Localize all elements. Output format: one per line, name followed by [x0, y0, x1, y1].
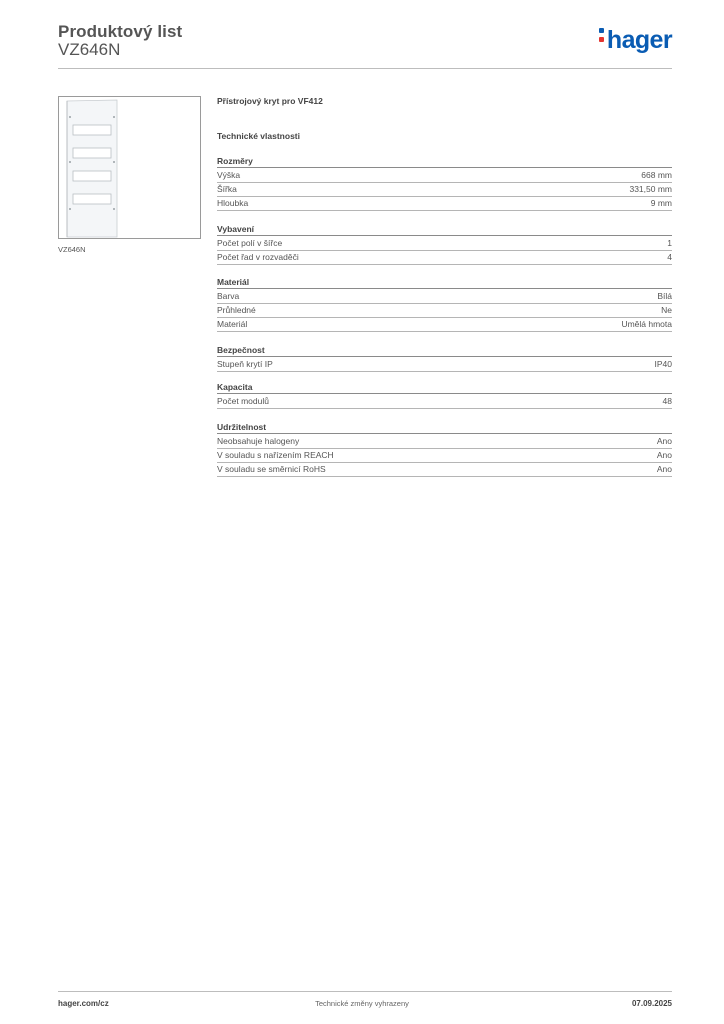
product-image [58, 96, 201, 239]
spec-value: Ano [656, 464, 672, 474]
product-name: Přístrojový kryt pro VF412 [217, 96, 323, 106]
spec-label: Výška [217, 170, 241, 180]
product-code: VZ646N [58, 40, 121, 59]
logo-text: hager [606, 26, 672, 54]
spec-row [217, 435, 672, 449]
spec-value: 9 mm [650, 198, 672, 208]
section-title-equipment: Vybavení [217, 224, 672, 236]
spec-label: Barva [217, 291, 240, 301]
spec-label: Průhledné [217, 305, 256, 315]
spec-label: Počet modulů [217, 396, 269, 406]
spec-label: Počet polí v šířce [217, 238, 283, 248]
spec-value: Ne [661, 305, 672, 315]
spec-value: Ano [656, 436, 672, 446]
spec-row [217, 318, 672, 332]
spec-label: Počet řad v rozvaděči [217, 252, 299, 262]
section-title-material: Materiál [217, 277, 672, 289]
spec-row [217, 251, 672, 265]
spec-row [217, 304, 672, 318]
logo-colon-icon [599, 24, 605, 46]
spec-value: 1 [667, 238, 672, 248]
header-divider [58, 68, 672, 69]
spec-row [217, 237, 672, 251]
spec-label: Materiál [217, 319, 248, 329]
section-title-dimensions: Rozměry [217, 156, 672, 168]
spec-value: Bílá [657, 291, 672, 301]
spec-value: Ano [656, 450, 672, 460]
spec-label: Šířka [217, 184, 237, 194]
spec-value: 331,50 mm [629, 184, 672, 194]
spec-row [217, 463, 672, 477]
spec-row [217, 183, 672, 197]
spec-row [217, 449, 672, 463]
spec-row [217, 169, 672, 183]
section-title-capacity: Kapacita [217, 382, 672, 394]
spec-label: Hloubka [217, 198, 249, 208]
spec-value: Umělá hmota [621, 319, 672, 329]
spec-row [217, 197, 672, 211]
spec-label: V souladu se směrnicí RoHS [217, 464, 326, 474]
page-header [58, 20, 672, 70]
spec-value: 4 [667, 252, 672, 262]
spec-value: 48 [662, 396, 672, 406]
spec-row [217, 358, 672, 372]
specs-heading: Technické vlastnosti [217, 131, 300, 141]
document-title: Produktový list [58, 22, 183, 41]
spec-label: V souladu s nařízením REACH [217, 450, 334, 460]
spec-row [217, 395, 672, 409]
spec-row [217, 290, 672, 304]
hager-logo [599, 26, 672, 55]
footer-website: hager.com/cz [58, 999, 109, 1008]
device-cover-illustration [59, 97, 200, 238]
image-caption: VZ646N [58, 245, 86, 254]
footer-date: 07.09.2025 [631, 999, 672, 1008]
spec-value: IP40 [654, 359, 672, 369]
spec-value: 668 mm [641, 170, 672, 180]
spec-label: Stupeň krytí IP [217, 359, 273, 369]
footer-disclaimer: Technické změny vyhrazeny [315, 999, 409, 1008]
spec-label: Neobsahuje halogeny [217, 436, 300, 446]
section-title-safety: Bezpečnost [217, 345, 672, 357]
section-title-sustainability: Udržitelnost [217, 422, 672, 434]
footer-divider [58, 991, 672, 992]
